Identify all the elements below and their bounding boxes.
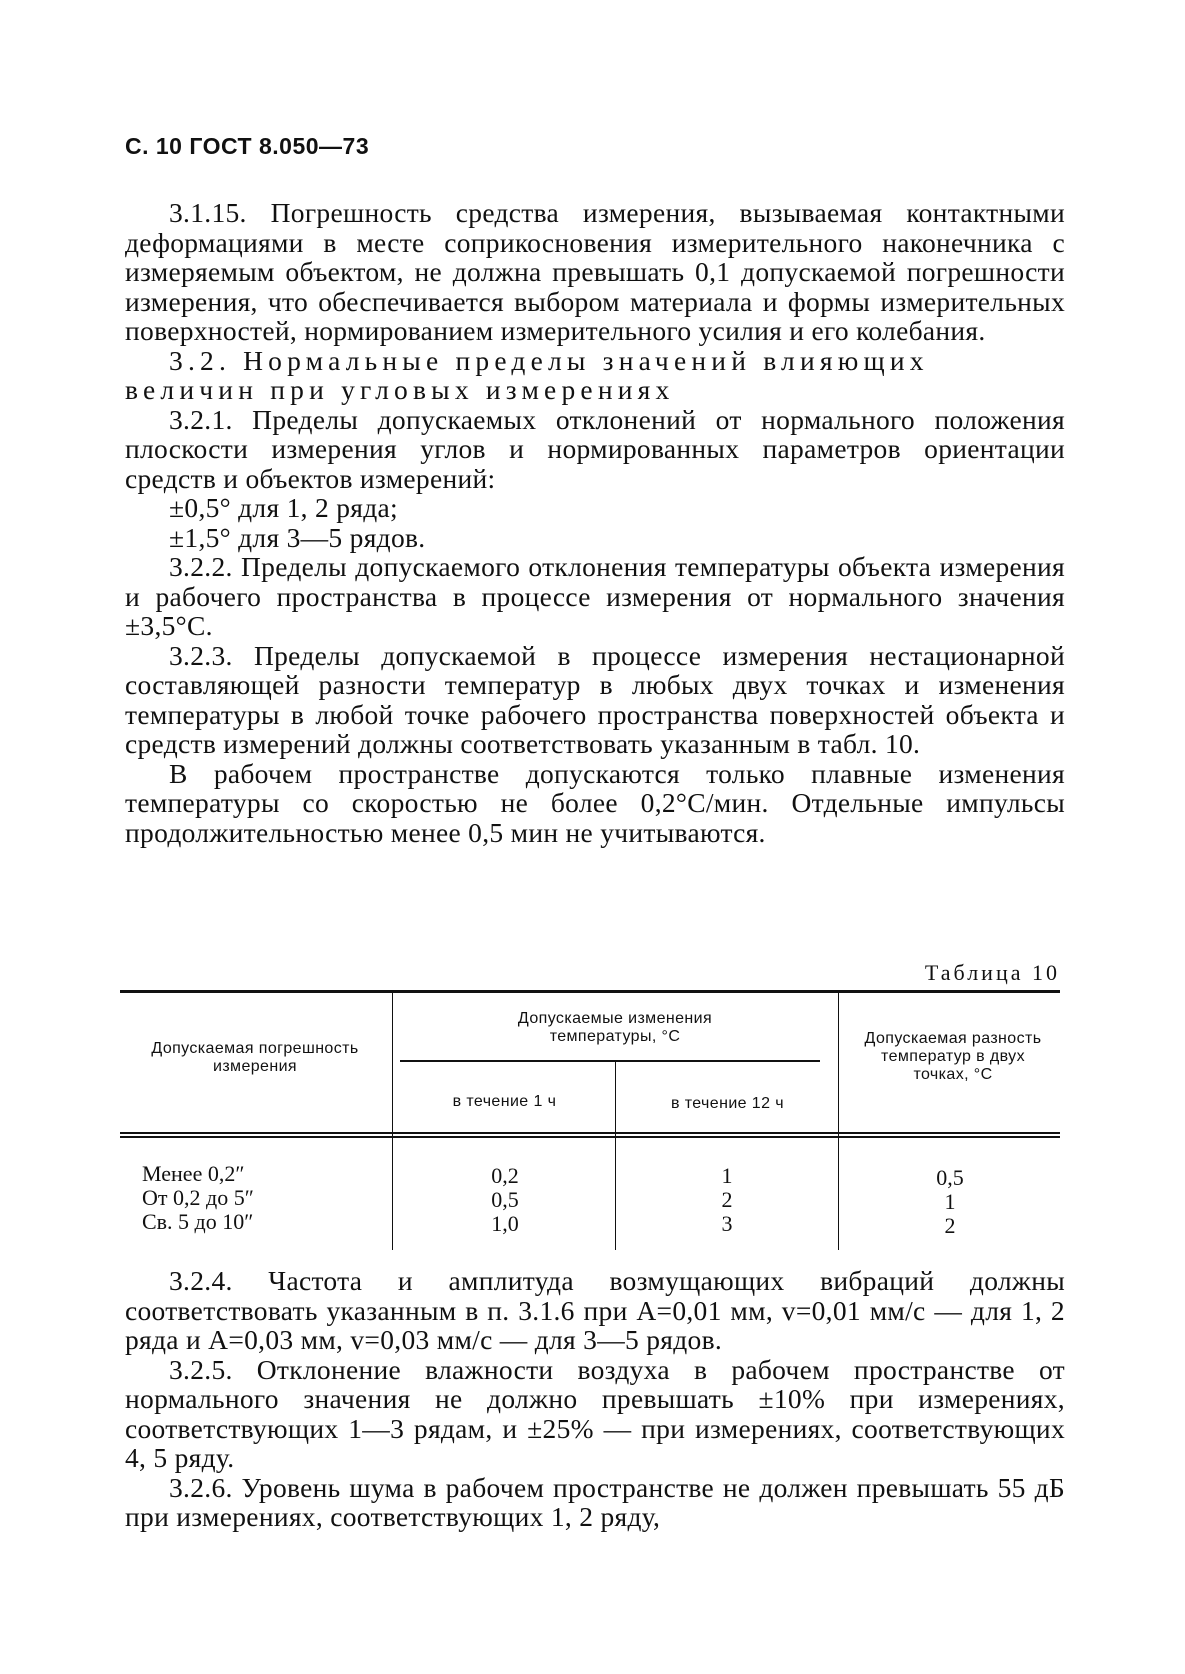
page-header: С. 10 ГОСТ 8.050—73: [125, 133, 370, 159]
table-group-divider: [400, 1060, 820, 1062]
paragraph-3-2-3: 3.2.3. Пределы допускаемой в процессе измерения нестационарной составляющей разности температур в любых двух точках и изменения температуры в любой точке рабочего пространства поверхностей объекта и средств измерений должны соответствовать указанным в табл. 10.: [125, 639, 1065, 759]
table-header-bottom-border-2: [120, 1136, 1060, 1138]
table-header-bottom-border: [120, 1132, 1060, 1134]
list-item: ±0,5° для 1, 2 ряда;: [169, 492, 398, 523]
cell-within-12h: 2: [721, 1187, 733, 1212]
cell-error: От 0,2 до 5″: [142, 1185, 254, 1210]
header-temperature-changes: Допускаемые изменения температуры, °С: [517, 1010, 713, 1045]
cell-temperature-difference: 2: [944, 1213, 956, 1238]
header-temperature-difference: Допускаемая разность температур в двух точках, °С: [864, 1030, 1042, 1083]
list-item: ±1,5° для 3—5 рядов.: [169, 521, 426, 553]
section-heading-3-2: 3.2. Нормальные пределы значений влияющих величин при угловых измерениях: [125, 344, 929, 405]
cell-error: Св. 5 до 10″: [142, 1209, 254, 1234]
paragraph-3-2-4: 3.2.4. Частота и амплитуда возмущающих вибраций должны соответствовать указанным в п. 3.1.6 при A=0,01 мм, v=0,01 мм/с — для 1, 2 ряда и A=0,03 мм, v=0,03 мм/с — для 3—5 рядов.: [125, 1265, 1065, 1355]
body-text-bottom: [125, 1266, 1065, 1532]
paragraph-3-2-6: 3.2.6. Уровень шума в рабочем пространстве не должен превышать 55 дБ при измерениях, соответствующих 1, 2 ряду,: [125, 1471, 1065, 1532]
table-caption: Таблица 10: [924, 960, 1060, 985]
table-col-divider: [615, 1062, 616, 1250]
paragraph-3-2-2: 3.2.2. Пределы допускаемого отклонения температуры объекта измерения и рабочего пространства в процессе измерения от нормального значения ±3,5°С.: [125, 551, 1065, 641]
cell-error: Менее 0,2″: [142, 1161, 245, 1186]
cell-within-1h: 0,2: [491, 1163, 519, 1188]
table-col-divider: [392, 993, 393, 1250]
body-text-top: [125, 198, 1065, 847]
cell-within-12h: 1: [721, 1163, 733, 1188]
cell-within-1h: 0,5: [491, 1187, 519, 1212]
header-within-12h: в течение 12 ч: [671, 1095, 784, 1112]
table-col-divider: [838, 993, 839, 1250]
paragraph-work-space: В рабочем пространстве допускаются только плавные изменения температуры со скоростью не более 0,2°С/мин. Отдельные импульсы продолжительностью менее 0,5 мин не учитываются.: [125, 757, 1065, 848]
paragraph-3-1-15: 3.1.15. Погрешность средства измерения, вызываемая контактными деформациями в месте соприкосновения измерительного наконечника с измеряемым объектом, не должна превышать 0,1 допускаемой погрешности измерения, что обеспечивается выбором материала и формы измерительных поверхностей, нормированием измерительного усилия и его колебания.: [125, 197, 1065, 346]
header-error: Допускаемая погрешность измерения: [151, 1040, 359, 1075]
paragraph-3-2-1: 3.2.1. Пределы допускаемых отклонений от нормального положения плоскости измерения углов и нормированных параметров ориентации средств и объектов измерений:: [125, 403, 1065, 494]
cell-temperature-difference: 1: [944, 1189, 956, 1214]
header-within-1h: в течение 1 ч: [452, 1093, 557, 1110]
table-10: [120, 990, 1060, 1250]
cell-within-12h: 3: [721, 1211, 733, 1236]
cell-temperature-difference: 0,5: [936, 1165, 964, 1190]
paragraph-3-2-5: 3.2.5. Отклонение влажности воздуха в рабочем пространстве от нормального значения не должно превышать ±10% при измерениях, соответствующих 1—3 рядам, и ±25% — при измерениях, соответствующих 4, 5 ряду.: [125, 1353, 1065, 1473]
cell-within-1h: 1,0: [491, 1211, 519, 1236]
table-top-border: [120, 990, 1060, 993]
